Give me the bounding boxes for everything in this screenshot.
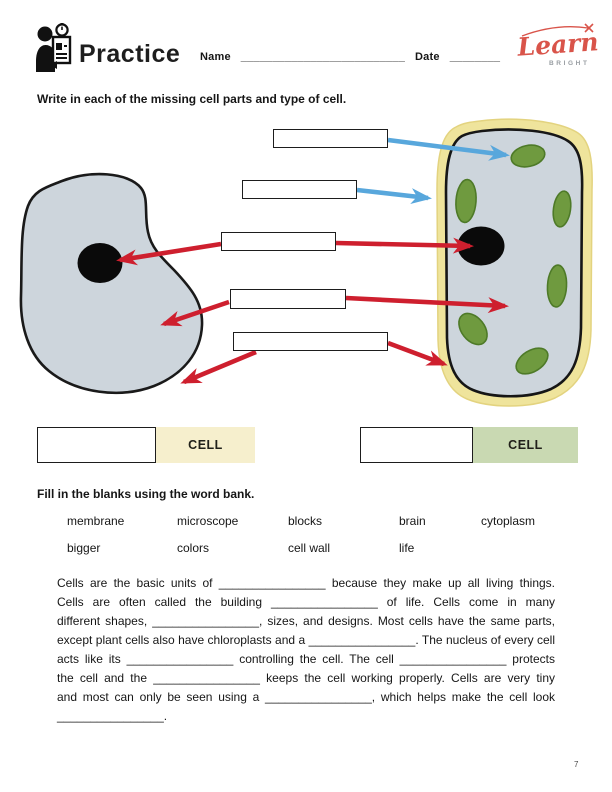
answer-box-chloroplast[interactable] <box>273 129 388 148</box>
arrow-red-membrane-left <box>184 352 256 382</box>
paragraph-line: except plant cells also have chloroplasts and a ________________. The nucleus of every cell <box>57 633 555 647</box>
word-bank-item: brain <box>399 514 426 528</box>
word-bank-item: life <box>399 541 415 555</box>
answer-box-nucleus[interactable] <box>221 232 336 251</box>
answer-box-cytoplasm[interactable] <box>230 289 346 309</box>
arrow-red-membrane-right <box>388 343 444 364</box>
word-bank-item: bigger <box>67 541 101 555</box>
animal-cell-type-box[interactable] <box>37 427 156 463</box>
arrow-red-nucleus-right <box>336 243 470 246</box>
diagram-instruction: Write in each of the missing cell parts and type of cell. <box>37 92 347 106</box>
name-input-line[interactable]: __________________________ <box>240 51 406 63</box>
plant-cell-membrane <box>446 129 582 396</box>
animal-cell-tag <box>156 427 255 463</box>
animal-nucleus <box>78 243 123 283</box>
fill-in-paragraph <box>57 574 555 726</box>
page-number: 7 <box>574 760 579 769</box>
word-bank-item: microscope <box>177 514 239 528</box>
paragraph-line: ________________. <box>57 709 168 723</box>
logo-learn-text: Learn <box>516 27 600 62</box>
plant-cell-type-box[interactable] <box>360 427 473 463</box>
arrow-blue-cell-wall <box>357 190 428 198</box>
paragraph-line: acts like its ________________ controlling the cell. The cell ________________ protects <box>57 652 555 666</box>
answer-box-membrane[interactable] <box>233 332 388 351</box>
name-label: Name <box>200 51 231 63</box>
paragraph-line: different shapes, ________________, sizes, and designs. Most cells have the same parts, <box>57 614 555 628</box>
paragraph-line: Cells are the basic units of ________________ because they make up all living things. <box>57 576 555 590</box>
cell-tag-label: CELL <box>188 438 223 452</box>
word-bank-item: colors <box>177 541 210 555</box>
word-bank-item: cytoplasm <box>481 514 536 528</box>
paragraph-line: Cells are often called the building ________________ of life. Cells come in many <box>57 595 555 609</box>
animal-cell-body <box>21 174 202 393</box>
logo-bright-text: BRIGHT <box>549 60 590 67</box>
date-label: Date <box>415 51 440 63</box>
word-bank-item: membrane <box>67 514 125 528</box>
paragraph-line: and most can only be seen using a ________________, which helps make the cell look <box>57 690 555 704</box>
paragraph-line: the cell and the ________________ keeps the cell working properly. Cells are very tiny <box>57 671 555 685</box>
date-input-line[interactable]: ________ <box>449 51 501 63</box>
plant-cell-tag <box>473 427 578 463</box>
cell-tag-label: CELL <box>508 438 543 452</box>
word-bank-instruction: Fill in the blanks using the word bank. <box>37 487 255 501</box>
page-title: Practice <box>79 40 181 68</box>
answer-box-cell-wall[interactable] <box>242 180 357 199</box>
word-bank-item: blocks <box>288 514 323 528</box>
word-bank-item: cell wall <box>288 541 331 555</box>
